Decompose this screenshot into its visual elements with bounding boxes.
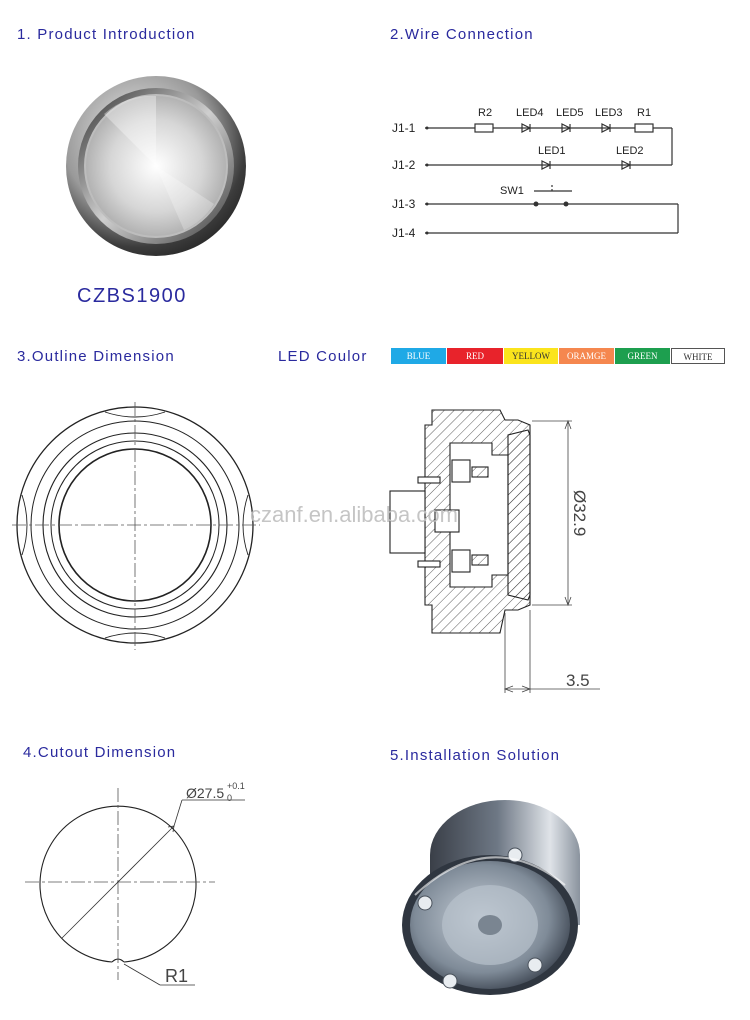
product-intro-title: 1. Product Introduction [17, 26, 196, 43]
terminal-j1-4: J1-4 [392, 226, 416, 240]
label-led5: LED5 [556, 107, 584, 119]
outline-dimension-title: 3.Outline Dimension [17, 348, 175, 365]
installation-photo [395, 785, 585, 1005]
led-swatch-white: WHITE [671, 348, 725, 364]
led-swatch-yellow: YELLOW [504, 348, 558, 364]
label-r1: R1 [637, 107, 652, 119]
label-led1: LED1 [538, 145, 566, 157]
wire-connection-title: 2.Wire Connection [390, 26, 534, 43]
led-swatch-orange: ORAMGE [559, 348, 614, 364]
wiring-diagram [380, 95, 700, 250]
outline-depth-label: 3.5 [566, 671, 590, 690]
terminal-j1-3: J1-3 [392, 197, 416, 211]
cutout-tol-upper: +0.1 [227, 781, 245, 791]
label-led4: LED4 [516, 107, 544, 119]
led-swatch-red: RED [447, 348, 503, 364]
watermark-text: czanf.en.alibaba.com [250, 502, 458, 527]
outline-side-section-view [380, 405, 610, 700]
cutout-dimension-title: 4.Cutout Dimension [23, 744, 177, 761]
terminal-j1-1: J1-1 [392, 121, 416, 135]
label-led2: LED2 [616, 145, 644, 157]
outline-front-view [10, 400, 265, 655]
watermark [250, 495, 510, 535]
cutout-diagram [20, 780, 260, 995]
led-color-title: LED Coulor [278, 348, 368, 365]
button-product-photo [64, 74, 248, 258]
terminal-j1-2: J1-2 [392, 158, 416, 172]
installation-solution-title: 5.Installation Solution [390, 747, 561, 764]
cutout-tol-lower: 0 [227, 793, 233, 803]
cutout-radius-label: R1 [165, 966, 189, 986]
outline-diameter-label: Ø32.9 [570, 490, 589, 537]
led-swatch-blue: BLUE [391, 348, 446, 364]
label-r2: R2 [478, 107, 493, 119]
label-led3: LED3 [595, 107, 623, 119]
label-sw1: SW1 [500, 185, 524, 197]
cutout-diameter-label: Ø27.5 [186, 785, 225, 801]
product-model: CZBS1900 [77, 285, 187, 307]
led-swatch-green: GREEN [615, 348, 670, 364]
